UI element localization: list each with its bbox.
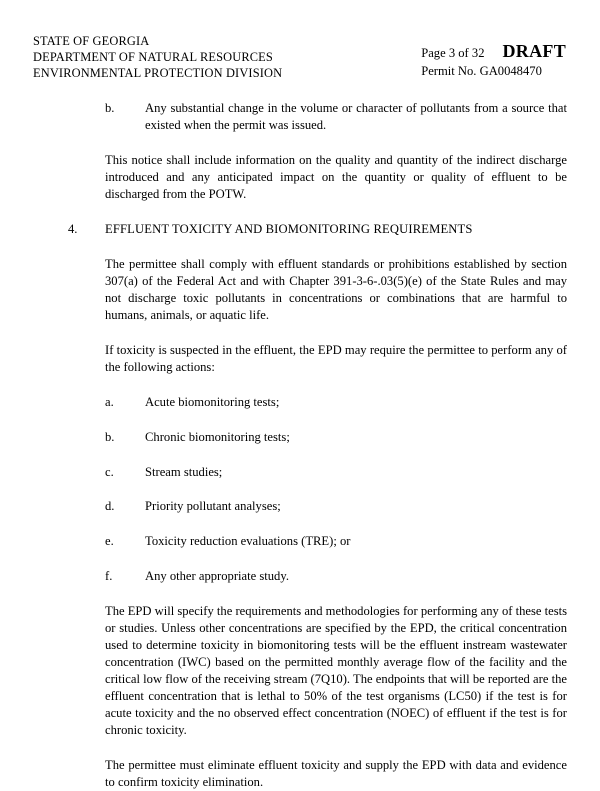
required-actions-list [33, 394, 568, 586]
document-header [33, 33, 568, 81]
list-item-label: Acute biomonitoring tests; [145, 394, 280, 409]
agency-line-department: DEPARTMENT OF NATURAL RESOURCES [33, 50, 273, 65]
list-item [105, 429, 568, 446]
spacer [33, 134, 568, 152]
intro-clause-text: Any substantial change in the volume or character of pollutants from a source that existed when the permit was issued. [145, 101, 567, 133]
list-item-marker: c. [105, 464, 114, 479]
section-heading-4 [68, 221, 568, 238]
list-item [105, 394, 568, 411]
page-number: Page 3 of 32 [421, 46, 485, 60]
toxicity-suspected-paragraph: If toxicity is suspected in the effluent, the EPD may require the permittee to perform any of the following actions: [105, 342, 567, 374]
list-item-marker: a. [105, 394, 114, 409]
section-number: 4. [68, 222, 78, 237]
agency-line-division: ENVIRONMENTAL PROTECTION DIVISION [33, 66, 283, 81]
section-title: EFFLUENT TOXICITY AND BIOMONITORING REQUIREMENTS [105, 222, 473, 237]
list-item [105, 533, 568, 550]
spacer [33, 585, 568, 603]
agency-line-state: STATE OF GEORGIA [33, 34, 150, 48]
list-item-marker: f. [105, 569, 113, 584]
spacer [33, 238, 568, 256]
document-body [33, 100, 568, 790]
list-item [105, 464, 568, 481]
list-item-label: Chronic biomonitoring tests; [145, 429, 290, 444]
spacer [33, 739, 568, 757]
agency-name-block [33, 33, 282, 81]
list-item-marker: d. [105, 499, 115, 514]
draft-stamp: DRAFT [502, 41, 566, 61]
list-item-label: Any other appropriate study. [145, 569, 289, 584]
spacer [33, 324, 568, 342]
header-meta-top-row [421, 41, 566, 62]
intro-clause-marker: b. [105, 101, 115, 116]
list-item-marker: b. [105, 429, 115, 444]
intro-clause-b [105, 100, 567, 134]
header-meta-block [421, 41, 568, 79]
list-item-label: Stream studies; [145, 464, 223, 479]
list-item-label: Toxicity reduction evaluations (TRE); or [145, 534, 351, 549]
compliance-paragraph: The permittee shall comply with effluent standards or prohibitions established by section 307(a) of the Federal Act and with Chapter 391-3-6-.03(5)(e) of the State Rules and may not discharge toxic pollutants in concentrations or combinations that are harmful to humans, animals, or aquatic life. [105, 257, 567, 322]
permit-number: Permit No. GA0048470 [421, 64, 542, 78]
list-item-label: Priority pollutant analyses; [145, 499, 281, 514]
list-item-marker: e. [105, 534, 114, 549]
list-item [105, 498, 568, 515]
spacer [33, 376, 568, 394]
spacer [33, 203, 568, 221]
toxicity-elimination-paragraph: The permittee must eliminate effluent toxicity and supply the EPD with data and evidence to confirm toxicity elimination. [105, 757, 567, 789]
methodology-paragraph: The EPD will specify the requirements and methodologies for performing any of these tests or studies. Unless other concentrations are specified by the EPD, the critical concentration used to determine toxicity in biomonitoring tests will be the effluent instream wastewater concentration (IWC) based on the permitted monthly average flow of the facility and the critical low flow of the receiving stream (7Q10). The endpoints that will be reported are the effluent concentration that is lethal to 50% of the test organisms (LC50) if the test is for acute toxicity and the no observed effect concentration (NOEC) of effluent if the test is for chronic toxicity. [105, 604, 568, 737]
notice-paragraph: This notice shall include information on the quality and quantity of the indirect discharge introduced and any anticipated impact on the quantity or quality of effluent to be discharged from the POTW. [105, 153, 567, 202]
list-item [105, 568, 568, 585]
